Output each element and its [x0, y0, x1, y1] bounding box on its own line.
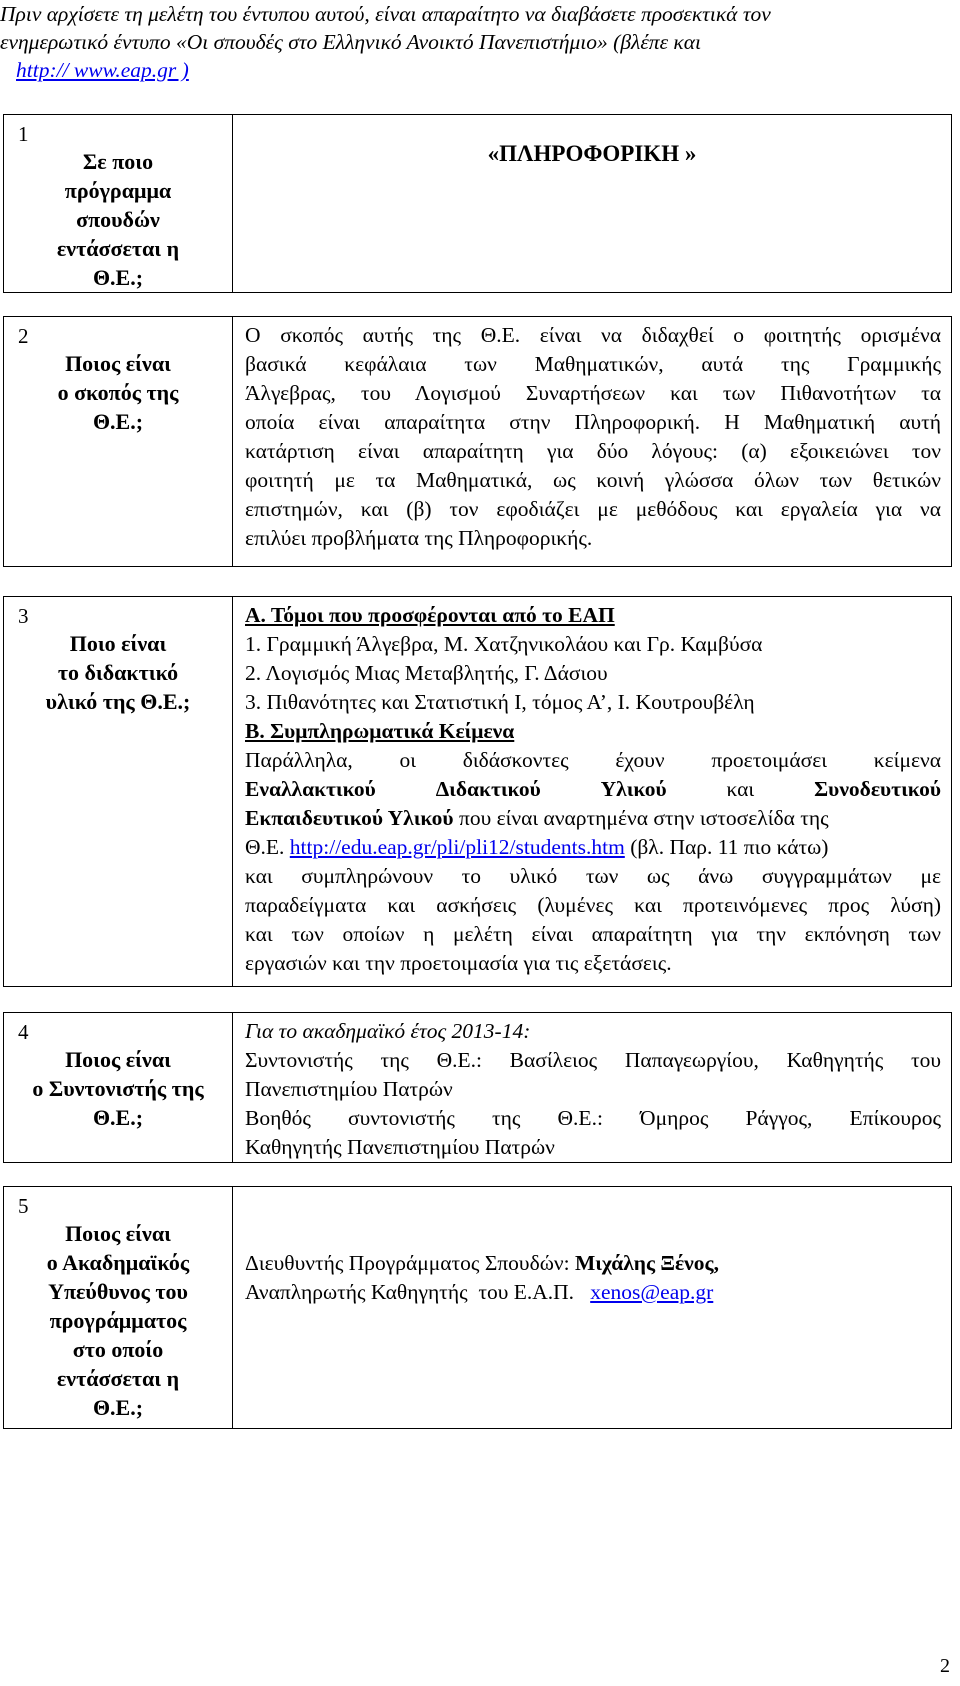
supplement-text: (βλ. Παρ. 11 πιο κάτω) [624, 835, 829, 859]
question-line: σπουδών [76, 207, 160, 232]
row-1-question-cell [4, 115, 233, 293]
bold-term: Διδακτικού [435, 777, 541, 801]
question-line: Ποιος είναι [65, 1047, 171, 1072]
intro-line-1: Πριν αρχίσετε τη μελέτη του έντυπου αυτού, είναι απαραίτητο να διαβάσετε προσεκτικά τον [0, 2, 771, 26]
coordinator-line: Συντονιστής της Θ.Ε.: Βασίλειος Παπαγεωργίου, Καθηγητής του [245, 1048, 941, 1072]
director-block [233, 1187, 951, 1307]
bold-term: Συνοδευτικού [814, 777, 941, 801]
director-line [245, 1278, 941, 1307]
intro-link[interactable]: http:// www.eap.gr ) [16, 58, 189, 82]
question-line: το διδακτικό [57, 660, 179, 685]
purpose-line: επιστημών, και (β) τον εφοδιάζει με μεθόδους και εργαλεία για να [245, 497, 941, 521]
coordinator-line: Βοηθός συντονιστής της Θ.Ε.: Όμηρος Ράγγος, Επίκουρος [245, 1106, 941, 1130]
row-1-answer-cell [233, 115, 952, 293]
purpose-paragraph [233, 317, 951, 553]
supplement-line: και συμπληρώνουν το υλικό των ως άνω συγγραμμάτων με [245, 864, 941, 888]
question-line: προγράμματος [49, 1308, 187, 1333]
students-link[interactable]: http://edu.eap.gr/pli/pli12/students.htm [289, 835, 625, 859]
row-number: 2 [18, 324, 29, 348]
row-5-table [3, 1186, 952, 1429]
question-line: ο Ακαδημαϊκός [46, 1250, 190, 1275]
supplement-line [245, 804, 941, 833]
director-title: Αναπληρωτής Καθηγητής του Ε.Α.Π. [245, 1280, 591, 1304]
row-number: 1 [18, 122, 29, 146]
row-1-table [3, 114, 952, 293]
row-2-table [3, 316, 952, 567]
supplement-line: Παράλληλα, οι διδάσκοντες έχουν προετοιμάσει κείμενα [245, 748, 941, 772]
row-5-question-cell [4, 1187, 233, 1429]
question-line: Θ.Ε.; [92, 265, 144, 290]
question-line: Θ.Ε.; [92, 1105, 144, 1130]
row-5-answer-cell [233, 1187, 952, 1429]
conjunction: και [726, 777, 755, 801]
director-role: Διευθυντής Προγράμματος Σπουδών: [245, 1251, 575, 1275]
materials-block [233, 597, 951, 978]
purpose-line: βασικά κεφάλαια των Μαθηματικών, αυτά της Γραμμικής [245, 352, 941, 376]
heading-b: Β. Συμπληρωματικά Κείμενα [245, 719, 515, 743]
volume-item: 3. Πιθανότητες και Στατιστική Ι, τόμος Α’, Ι. Κουτρουβέλη [245, 690, 755, 714]
purpose-line: Ο σκοπός αυτής της Θ.Ε. είναι να διδαχθεί ο φοιτητής ορισμένα [245, 323, 941, 347]
row-3-question-cell [4, 597, 233, 987]
supplement-text: που είναι αναρτημένα στην ιστοσελίδα της [453, 806, 829, 830]
volume-item: 2. Λογισμός Μιας Μεταβλητής, Γ. Δάσιου [245, 661, 608, 685]
question-line: Ποιος είναι [65, 351, 171, 376]
supplement-text: Θ.Ε. [245, 835, 290, 859]
supplement-line [245, 775, 941, 804]
question-line: Ποιος είναι [65, 1221, 171, 1246]
academic-year: Για το ακαδημαϊκό έτος 2013-14: [245, 1019, 531, 1043]
question-line: πρόγραμμα [64, 178, 172, 203]
question-line: Ποιο είναι [69, 631, 167, 656]
purpose-line: επιλύει προβλήματα της Πληροφορικής. [245, 526, 593, 550]
coordinator-line: Πανεπιστημίου Πατρών [245, 1077, 453, 1101]
supplement-line: εργασιών και την προετοιμασία για τις εξετάσεις. [245, 951, 672, 975]
row-number: 3 [18, 604, 29, 628]
question-line: Σε ποιο [82, 149, 154, 174]
director-line [245, 1249, 941, 1278]
purpose-line: Άλγεβρας, του Λογισμού Συναρτήσεων και των Πιθανοτήτων τα [245, 381, 941, 405]
question-line: Θ.Ε.; [92, 1395, 144, 1420]
purpose-line: οποία είναι απαραίτητα στην Πληροφορική. Η Μαθηματική αυτή [245, 410, 941, 434]
program-title: «ΠΛΗΡΟΦΟΡΙΚΗ » [487, 141, 697, 166]
volume-item: 1. Γραμμική Άλγεβρα, Μ. Χατζηνικολάου και Γρ. Καμβύσα [245, 632, 763, 656]
row-4-question-cell [4, 1013, 233, 1163]
question-line: εντάσσεται η [56, 236, 180, 261]
purpose-line: κατάρτιση είναι απαραίτητη για δύο λόγους: (α) εξοικειώνει τον [245, 439, 941, 463]
question-line: στο οποίο [72, 1337, 164, 1362]
director-email-link[interactable]: xenos@eap.gr [590, 1280, 714, 1304]
row-4-answer-cell [233, 1013, 952, 1163]
row-2-answer-cell [233, 317, 952, 567]
row-4-table [3, 1012, 952, 1163]
supplement-line: και των οποίων η μελέτη είναι απαραίτητη για την εκπόνηση των [245, 922, 941, 946]
intro-line-2: ενημερωτικό έντυπο «Οι σπουδές στο Ελληνικό Ανοικτό Πανεπιστήμιο» (βλέπε και [0, 30, 702, 54]
row-2-question-cell [4, 317, 233, 567]
coordinator-block [233, 1013, 951, 1162]
question-line: Υπεύθυνος του [48, 1279, 188, 1304]
purpose-line: φοιτητή με τα Μαθηματικά, ως κοινή γλώσσα όλων των θετικών [245, 468, 941, 492]
row-3-table [3, 596, 952, 987]
question-line: ο σκοπός της [57, 380, 179, 405]
question-line: εντάσσεται η [56, 1366, 180, 1391]
heading-a: Α. Τόμοι που προσφέρονται από το ΕΑΠ [245, 603, 615, 627]
supplement-line: παραδείγματα και ασκήσεις (λυμένες και προτεινόμενες προς λύση) [245, 893, 941, 917]
director-name: Μιχάλης Ξένος, [574, 1251, 719, 1275]
bold-term: Εκπαιδευτικού Υλικού [245, 806, 454, 830]
supplement-line [245, 833, 941, 862]
row-3-answer-cell [233, 597, 952, 987]
row-number: 4 [18, 1020, 29, 1044]
question-line: ο Συντονιστής της [32, 1076, 204, 1101]
coordinator-line: Καθηγητής Πανεπιστημίου Πατρών [245, 1135, 555, 1159]
row-number: 5 [18, 1194, 29, 1218]
question-line: Θ.Ε.; [92, 409, 144, 434]
bold-term: Εναλλακτικού [245, 777, 376, 801]
bold-term: Υλικού [600, 777, 667, 801]
page-number: 2 [940, 1655, 950, 1677]
question-line: υλικό της Θ.Ε.; [45, 689, 191, 714]
intro-notice [0, 0, 955, 84]
